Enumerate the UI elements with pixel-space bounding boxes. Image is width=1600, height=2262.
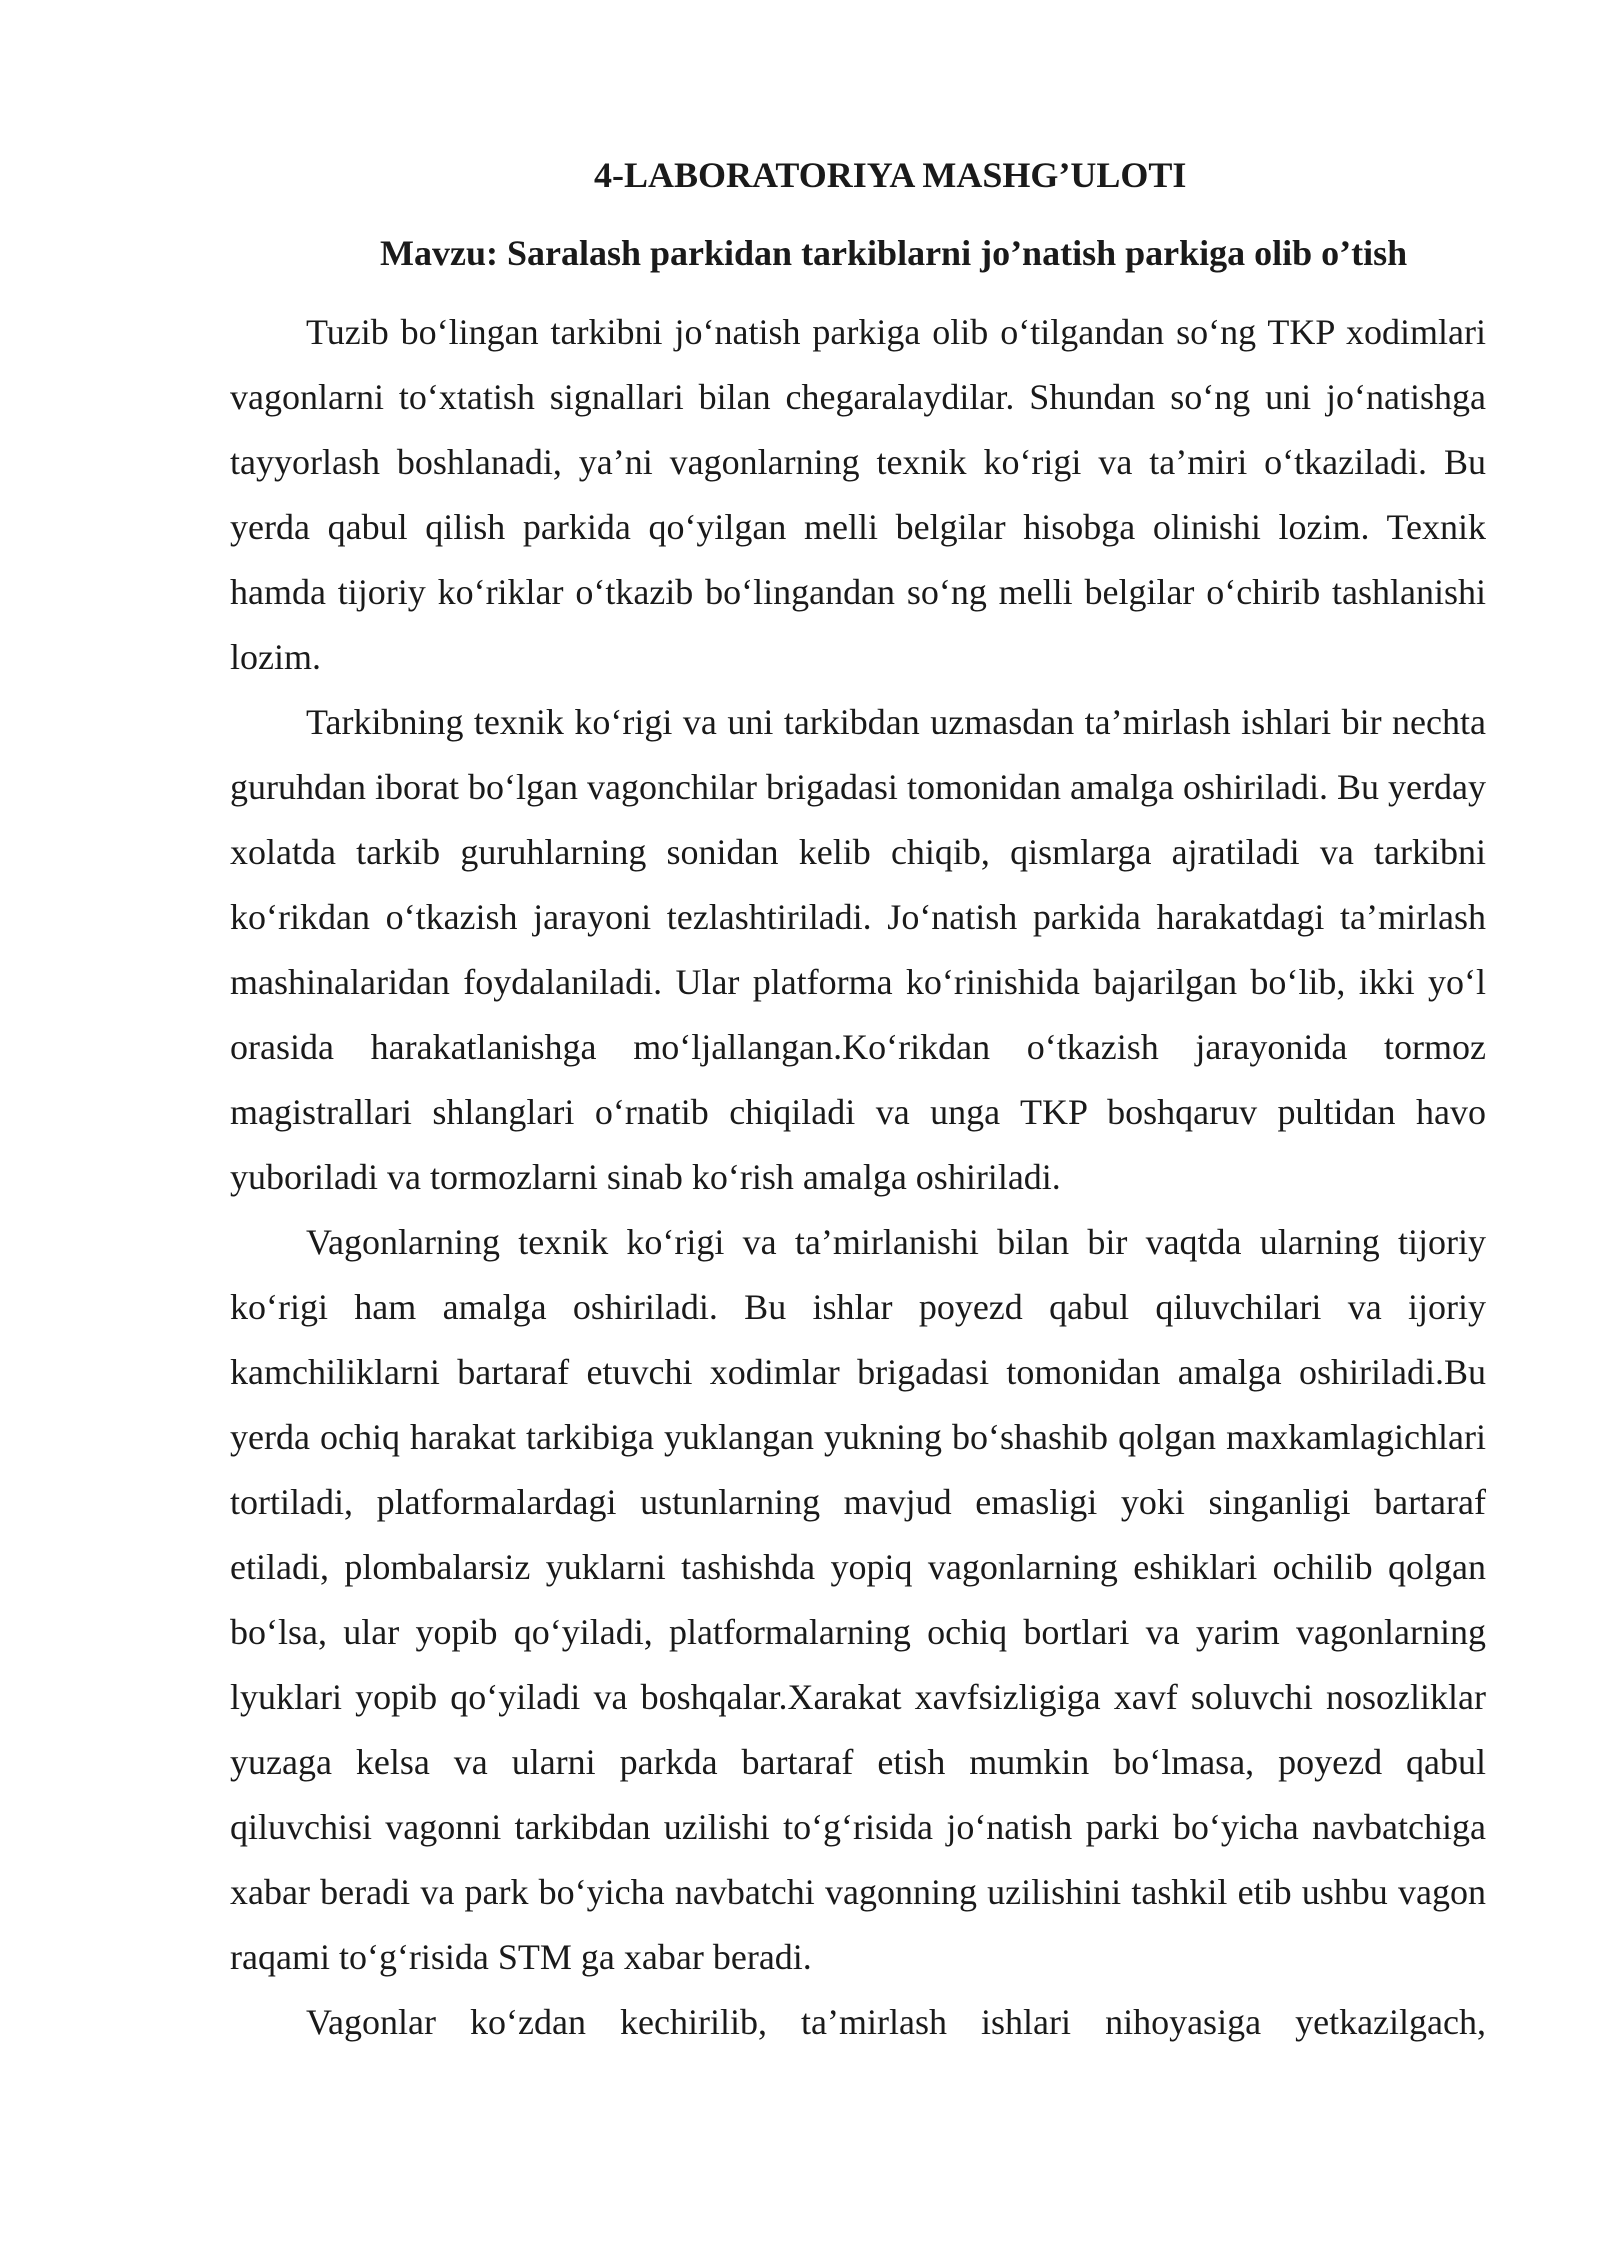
document-page — [230, 148, 1486, 2055]
document-subtitle: Mavzu: Saralash parkidan tarkiblarni jo’natish parkiga olib o’tish — [380, 233, 1408, 273]
paragraph-2: Tarkibning texnik ko‘rigi va uni tarkibdan uzmasdan ta’mirlash ishlari bir nechta guruhdan iborat bo‘lgan vagonchilar brigadasi tomonidan amalga oshiriladi. Bu yerday xolatda tarkib guruhlarning sonidan kelib chiqib, qismlarga ajratiladi va tarkibni ko‘rikdan o‘tkazish jarayoni tezlashtiriladi. Jo‘natish parkida harakatdagi ta’mirlash mashinalaridan foydalaniladi. Ular platforma ko‘rinishida bajarilgan bo‘lib, ikki yo‘l orasida harakatlanishga mo‘ljallangan.Ko‘rikdan o‘tkazish jarayonida tormoz magistrallari shlanglari o‘rnatib chiqiladi va unga TKP boshqaruv pultidan havo yuboriladi va tormozlarni sinab ko‘rish amalga oshiriladi. — [230, 702, 1486, 1197]
paragraph-4: Vagonlar ko‘zdan kechirilib, ta’mirlash ishlari nihoyasiga yetkazilgach, — [306, 2002, 1486, 2042]
paragraph-3: Vagonlarning texnik ko‘rigi va ta’mirlanishi bilan bir vaqtda ularning tijoriy ko‘rigi ham amalga oshiriladi. Bu ishlar poyezd qabul qiluvchilari va ijoriy kamchiliklarni bartaraf etuvchi xodimlar brigadasi tomonidan amalga oshiriladi.Bu yerda ochiq harakat tarkibiga yuklangan yukning bo‘shashib qolgan maxkamlagichlari tortiladi, platformalardagi ustunlarning mavjud emasligi yoki singanligi bartaraf etiladi, plombalarsiz yuklarni tashishda yopiq vagonlarning eshiklari ochilib qolgan bo‘lsa, ular yopib qo‘yiladi, platformalarning ochiq bortlari va yarim vagonlarning lyuklari yopib qo‘yiladi va boshqalar.Xarakat xavfsizligiga xavf soluvchi nosozliklar yuzaga kelsa va ularni parkda bartaraf etish mumkin bo‘lmasa, poyezd qabul qiluvchisi vagonni tarkibdan uzilishi to‘g‘risida jo‘natish parki bo‘yicha navbatchiga xabar beradi va park bo‘yicha navbatchi vagonning uzilishini tashkil etib ushbu vagon raqami to‘g‘risida STM ga xabar beradi. — [230, 1222, 1486, 1977]
paragraph-1: Tuzib bo‘lingan tarkibni jo‘natish parkiga olib o‘tilgandan so‘ng TKP xodimlari vagonlarni to‘xtatish signallari bilan chegaralaydilar. Shundan so‘ng uni jo‘natishga tayyorlash boshlanadi, ya’ni vagonlarning texnik ko‘rigi va ta’miri o‘tkaziladi. Bu yerda qabul qilish parkida qo‘yilgan melli belgilar hisobga olinishi lozim. Texnik hamda tijoriy ko‘riklar o‘tkazib bo‘lingandan so‘ng melli belgilar o‘chirib tashlanishi lozim. — [230, 312, 1486, 677]
document-title: 4-LABORATORIYA MASHG’ULOTI — [594, 155, 1187, 195]
